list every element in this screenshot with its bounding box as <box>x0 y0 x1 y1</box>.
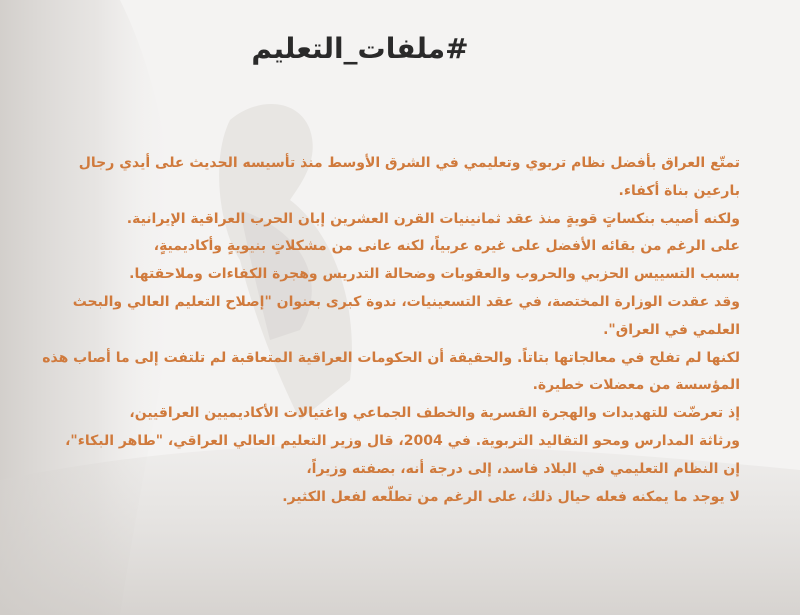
paragraph: ورثاثة المدارس ومحو التقاليد التربوية. في 2004، قال وزير التعليم العالي العراقي، "طاهر البكاء"، <box>65 432 740 449</box>
paragraph: إن النظام التعليمي في البلاد فاسد، إلى درجة أنه، بصفته وزيراً، <box>306 460 740 477</box>
paragraph: وقد عقدت الوزارة المختصة، في عقد التسعينيات، ندوة كبرى بعنوان "إصلاح التعليم العالي والبحث العلمي في العراق". <box>72 293 740 338</box>
paragraph: إذ تعرضّت للتهديدات والهجرة القسرية والخطف الجماعي واغتيالات الأكاديميين العراقيين، <box>129 405 740 422</box>
paragraph: بسبب التسييس الحزبي والحروب والعقوبات وضحالة التدريس وهجرة الكفاءات وملاحقتها. <box>129 266 740 283</box>
article-body <box>40 150 740 511</box>
paragraph: ولكنه أصيب بنكساتٍ قويةٍ منذ عقد ثمانينيات القرن العشرين إبان الحرب العراقية الإيرانية. <box>126 210 740 227</box>
paragraph: تمتّع العراق بأفضل نظام تربوي وتعليمي في الشرق الأوسط منذ تأسيسه الحديث على أيدي رجال بارعين بناة أكفاء. <box>78 155 740 199</box>
paragraph: لكنها لم تفلح في معالجاتها بتاتاً. والحقيقة أن الحكومات العراقية المتعاقبة لم تلتفت إلى ما أصاب هذه المؤسسة من معضلات خطيرة. <box>42 349 740 394</box>
paragraph: على الرغم من بقائه الأفضل على غيره عربياً، لكنه عانى من مشكلاتٍ بنيويةٍ وأكاديميةٍ، <box>153 238 740 255</box>
page-title: #ملفات_التعليم <box>251 32 469 65</box>
paragraph: لا يوجد ما يمكنه فعله حيال ذلك، على الرغم من تطلّعه لفعل الكثير. <box>282 488 740 505</box>
